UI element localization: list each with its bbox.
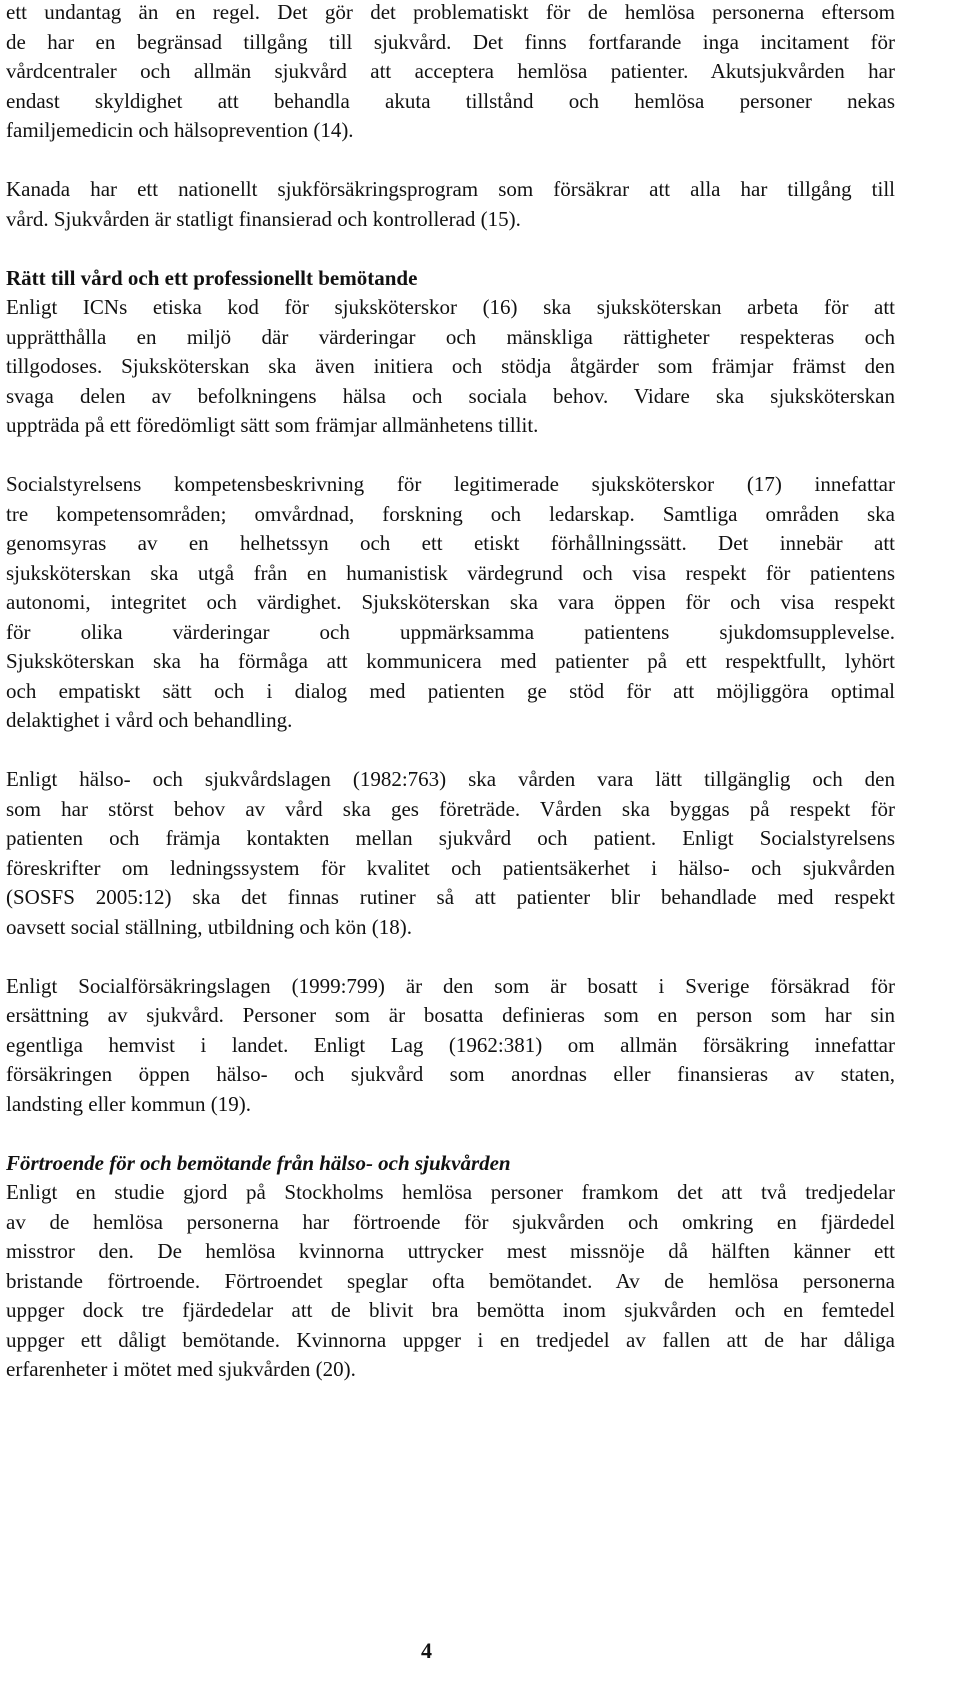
text-line: ersättning av sjukvård. Personer som är bosatta definieras som en person som har sin <box>6 1003 895 1027</box>
text-line: delaktighet i vård och behandling. <box>6 708 293 732</box>
text-line: försäkringen öppen hälso- och sjukvård som anordnas eller finansieras av staten, <box>6 1062 895 1086</box>
text-line: endast skyldighet att behandla akuta tillstånd och hemlösa personer nekas <box>6 88 895 113</box>
paragraph <box>6 972 895 1120</box>
text-line: sjuksköterskan ska utgå från en humanistisk värdegrund och visa respekt för patientens <box>6 560 895 585</box>
section-heading: Rätt till vård och ett professionellt bemötande <box>6 265 418 290</box>
text-line: Enligt hälso- och sjukvårdslagen (1982:763) ska vården vara lätt tillgänglig och den <box>6 767 895 791</box>
paragraph-spacer <box>6 234 895 264</box>
paragraph-spacer <box>6 942 895 972</box>
text-line: patienten och främja kontakten mellan sjukvård och patient. Enligt Socialstyrelsens <box>6 826 895 850</box>
text-line: autonomi, integritet och värdighet. Sjuksköterskan ska vara öppen för och visa respekt <box>6 590 895 614</box>
paragraph-spacer <box>6 1119 895 1149</box>
text-line: oavsett social ställning, utbildning och kön (18). <box>6 914 412 939</box>
paragraph <box>6 175 895 234</box>
section-heading: Förtroende för och bemötande från hälso- och sjukvården <box>6 1150 511 1175</box>
paragraph-spacer <box>6 146 895 176</box>
paragraph <box>6 765 895 942</box>
text-line: tillgodoses. Sjuksköterskan ska även initiera och stödja åtgärder som främjar främst den <box>6 354 895 378</box>
text-line: vårdcentraler och allmän sjukvård att acceptera hemlösa patienter. Akutsjukvården har <box>6 59 895 83</box>
text-line: tre kompetensområden; omvårdnad, forskning och ledarskap. Samtliga områden ska <box>6 501 895 526</box>
page-number: 4 <box>421 1638 432 1663</box>
text-line: Enligt Socialförsäkringslagen (1999:799) är den som är bosatt i Sverige försäkrad för <box>6 973 895 998</box>
text-line: som har störst behov av vård ska ges företräde. Vården ska byggas på respekt för <box>6 796 895 821</box>
paragraph <box>6 0 895 146</box>
text-line: misstror den. De hemlösa kvinnorna uttrycker mest missnöje då hälften känner ett <box>6 1239 895 1263</box>
document-body <box>6 0 895 1385</box>
text-line: svaga delen av befolkningens hälsa och sociala behov. Vidare ska sjuksköterskan <box>6 383 895 408</box>
text-line: Sjuksköterskan ska ha förmåga att kommunicera med patienter på ett respektfullt, lyhört <box>6 649 895 673</box>
paragraph <box>6 264 895 441</box>
text-line: föreskrifter om ledningssystem för kvalitet och patientsäkerhet i hälso- och sjukvården <box>6 855 895 880</box>
text-line: egentliga hemvist i landet. Enligt Lag (1962:381) om allmän försäkring innefattar <box>6 1032 895 1057</box>
text-line: för olika värderingar och uppmärksamma patientens sjukdomsupplevelse. <box>6 619 895 644</box>
text-line: de har en begränsad tillgång till sjukvård. Det finns fortfarande inga incitament för <box>6 29 895 54</box>
text-line: genomsyras av en helhetssyn och ett etiskt förhållningssätt. Det innebär att <box>6 531 895 555</box>
text-line: upprätthålla en miljö där värderingar och mänskliga rättigheter respekteras och <box>6 324 895 349</box>
text-line: uppträda på ett föredömligt sätt som främjar allmänhetens tillit. <box>6 413 539 437</box>
text-line: ett undantag än en regel. Det gör det problematiskt för de hemlösa personerna eftersom <box>6 0 895 24</box>
text-line: landsting eller kommun (19). <box>6 1091 251 1116</box>
text-line: Kanada har ett nationellt sjukförsäkringsprogram som försäkrar att alla har tillgång till <box>6 177 895 201</box>
text-line: Enligt ICNs etiska kod för sjuksköterskor (16) ska sjuksköterskan arbeta för att <box>6 295 895 319</box>
paragraph-spacer <box>6 441 895 471</box>
text-line: uppger ett dåligt bemötande. Kvinnorna uppger i en tredjedel av fallen att de har dåliga <box>6 1327 895 1352</box>
paragraph <box>6 1149 895 1385</box>
text-line: och empatiskt sätt och i dialog med patienten ge stöd för att möjliggöra optimal <box>6 678 895 703</box>
text-line: familjemedicin och hälsoprevention (14). <box>6 118 354 142</box>
text-line: Enligt en studie gjord på Stockholms hemlösa personer framkom det att två tredjedelar <box>6 1180 895 1204</box>
text-line: Socialstyrelsens kompetensbeskrivning för legitimerade sjuksköterskor (17) innefattar <box>6 472 895 496</box>
paragraph-spacer <box>6 736 895 766</box>
text-line: (SOSFS 2005:12) ska det finnas rutiner så att patienter blir behandlade med respekt <box>6 885 895 909</box>
text-line: erfarenheter i mötet med sjukvården (20). <box>6 1357 356 1381</box>
text-line: uppger dock tre fjärdedelar att de blivit bra bemötta inom sjukvården och en femtedel <box>6 1298 895 1322</box>
text-line: av de hemlösa personerna har förtroende för sjukvården och omkring en fjärdedel <box>6 1209 895 1234</box>
text-line: bristande förtroende. Förtroendet speglar ofta bemötandet. Av de hemlösa personerna <box>6 1268 895 1293</box>
paragraph <box>6 470 895 736</box>
text-line: vård. Sjukvården är statligt finansierad och kontrollerad (15). <box>6 206 521 231</box>
